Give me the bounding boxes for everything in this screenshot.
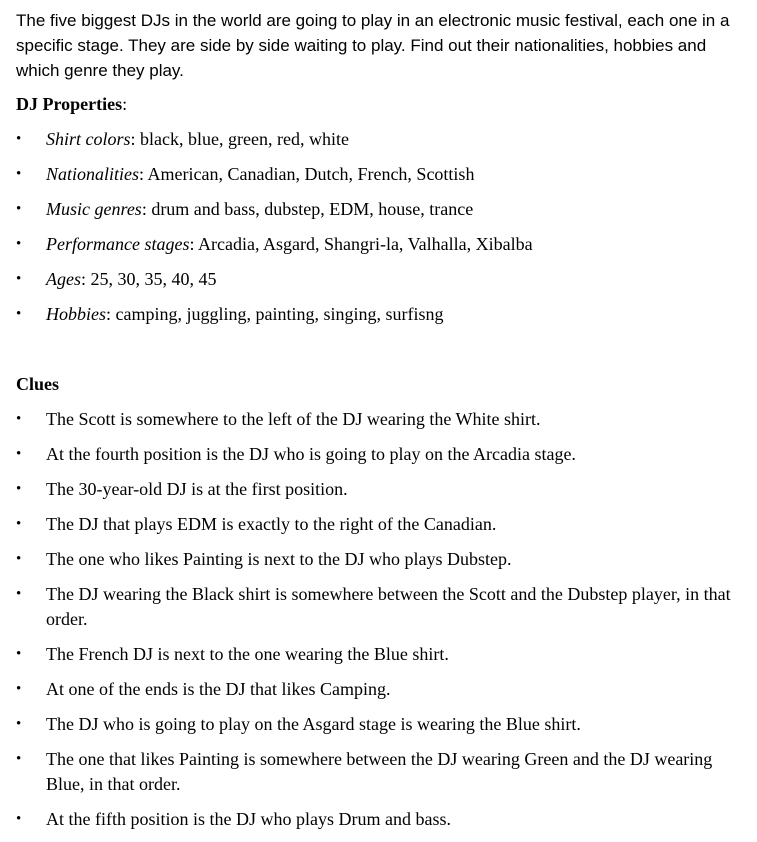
clue-text: At the fourth position is the DJ who is going to play on the Arcadia stage. xyxy=(46,444,576,464)
property-name: Music genres xyxy=(46,199,142,219)
clue-item xyxy=(0,512,740,537)
clue-item xyxy=(0,582,740,632)
property-values: : black, blue, green, red, white xyxy=(130,129,349,149)
clue-text: The DJ wearing the Black shirt is somewhere between the Scott and the Dubstep player, in that order. xyxy=(46,584,731,629)
clue-text: The 30-year-old DJ is at the first position. xyxy=(46,479,348,499)
property-item-music-genres xyxy=(0,197,740,222)
property-name: Hobbies xyxy=(46,304,106,324)
property-name: Shirt colors xyxy=(46,129,131,149)
bullet-icon: • xyxy=(16,131,22,147)
clue-text: The DJ that plays EDM is exactly to the right of the Canadian. xyxy=(46,514,497,534)
property-item-ages xyxy=(0,267,740,292)
bullet-icon: • xyxy=(16,551,22,567)
clue-item xyxy=(0,747,740,797)
property-values: : Arcadia, Asgard, Shangri-la, Valhalla, Xibalba xyxy=(189,234,533,254)
property-item-nationalities xyxy=(0,162,740,187)
properties-heading-text: DJ Properties xyxy=(16,94,123,114)
bullet-icon: • xyxy=(16,446,22,462)
property-name: Nationalities xyxy=(46,164,140,184)
clue-text: At the fifth position is the DJ who plays Drum and bass. xyxy=(46,809,451,829)
clues-list xyxy=(0,407,740,842)
bullet-icon: • xyxy=(16,411,22,427)
property-values: : drum and bass, dubstep, EDM, house, trance xyxy=(141,199,474,219)
clue-item xyxy=(0,477,740,502)
property-item-shirt-colors xyxy=(0,127,740,152)
bullet-icon: • xyxy=(16,646,22,662)
property-name: Performance stages xyxy=(46,234,190,254)
clues-heading: Clues xyxy=(16,374,60,394)
property-values: : camping, juggling, painting, singing, surfisng xyxy=(106,304,444,324)
clue-item xyxy=(0,547,740,572)
clue-text: The French DJ is next to the one wearing the Blue shirt. xyxy=(46,644,449,664)
clue-item xyxy=(0,442,740,467)
properties-heading xyxy=(16,93,127,115)
bullet-icon: • xyxy=(16,751,22,767)
bullet-icon: • xyxy=(16,716,22,732)
clue-text: The DJ who is going to play on the Asgard stage is wearing the Blue shirt. xyxy=(46,714,581,734)
clue-text: At one of the ends is the DJ that likes Camping. xyxy=(46,679,391,699)
property-values: : American, Canadian, Dutch, French, Scottish xyxy=(139,164,475,184)
clue-item xyxy=(0,677,740,702)
bullet-icon: • xyxy=(16,681,22,697)
bullet-icon: • xyxy=(16,201,22,217)
properties-heading-colon: : xyxy=(122,94,128,114)
clue-item xyxy=(0,407,740,432)
intro-paragraph: The five biggest DJs in the world are going to play in an electronic music festival, each one in a specific stage. They are side by side waiting to play. Find out their nationalities, hobbies and which genre they play. xyxy=(16,11,730,80)
bullet-icon: • xyxy=(16,811,22,827)
bullet-icon: • xyxy=(16,236,22,252)
clue-text: The Scott is somewhere to the left of the DJ wearing the White shirt. xyxy=(46,409,541,429)
property-name: Ages xyxy=(46,269,81,289)
bullet-icon: • xyxy=(16,586,22,602)
clue-item xyxy=(0,807,740,832)
properties-list xyxy=(0,127,740,337)
clue-item xyxy=(0,642,740,667)
bullet-icon: • xyxy=(16,516,22,532)
clue-text: The one that likes Painting is somewhere between the DJ wearing Green and the DJ wearing Blue, in that order. xyxy=(46,749,713,794)
property-item-hobbies xyxy=(0,302,740,327)
bullet-icon: • xyxy=(16,306,22,322)
property-item-stages xyxy=(0,232,740,257)
bullet-icon: • xyxy=(16,166,22,182)
property-values: : 25, 30, 35, 40, 45 xyxy=(81,269,217,289)
bullet-icon: • xyxy=(16,481,22,497)
clue-item xyxy=(0,712,740,737)
bullet-icon: • xyxy=(16,271,22,287)
clue-text: The one who likes Painting is next to the DJ who plays Dubstep. xyxy=(46,549,512,569)
